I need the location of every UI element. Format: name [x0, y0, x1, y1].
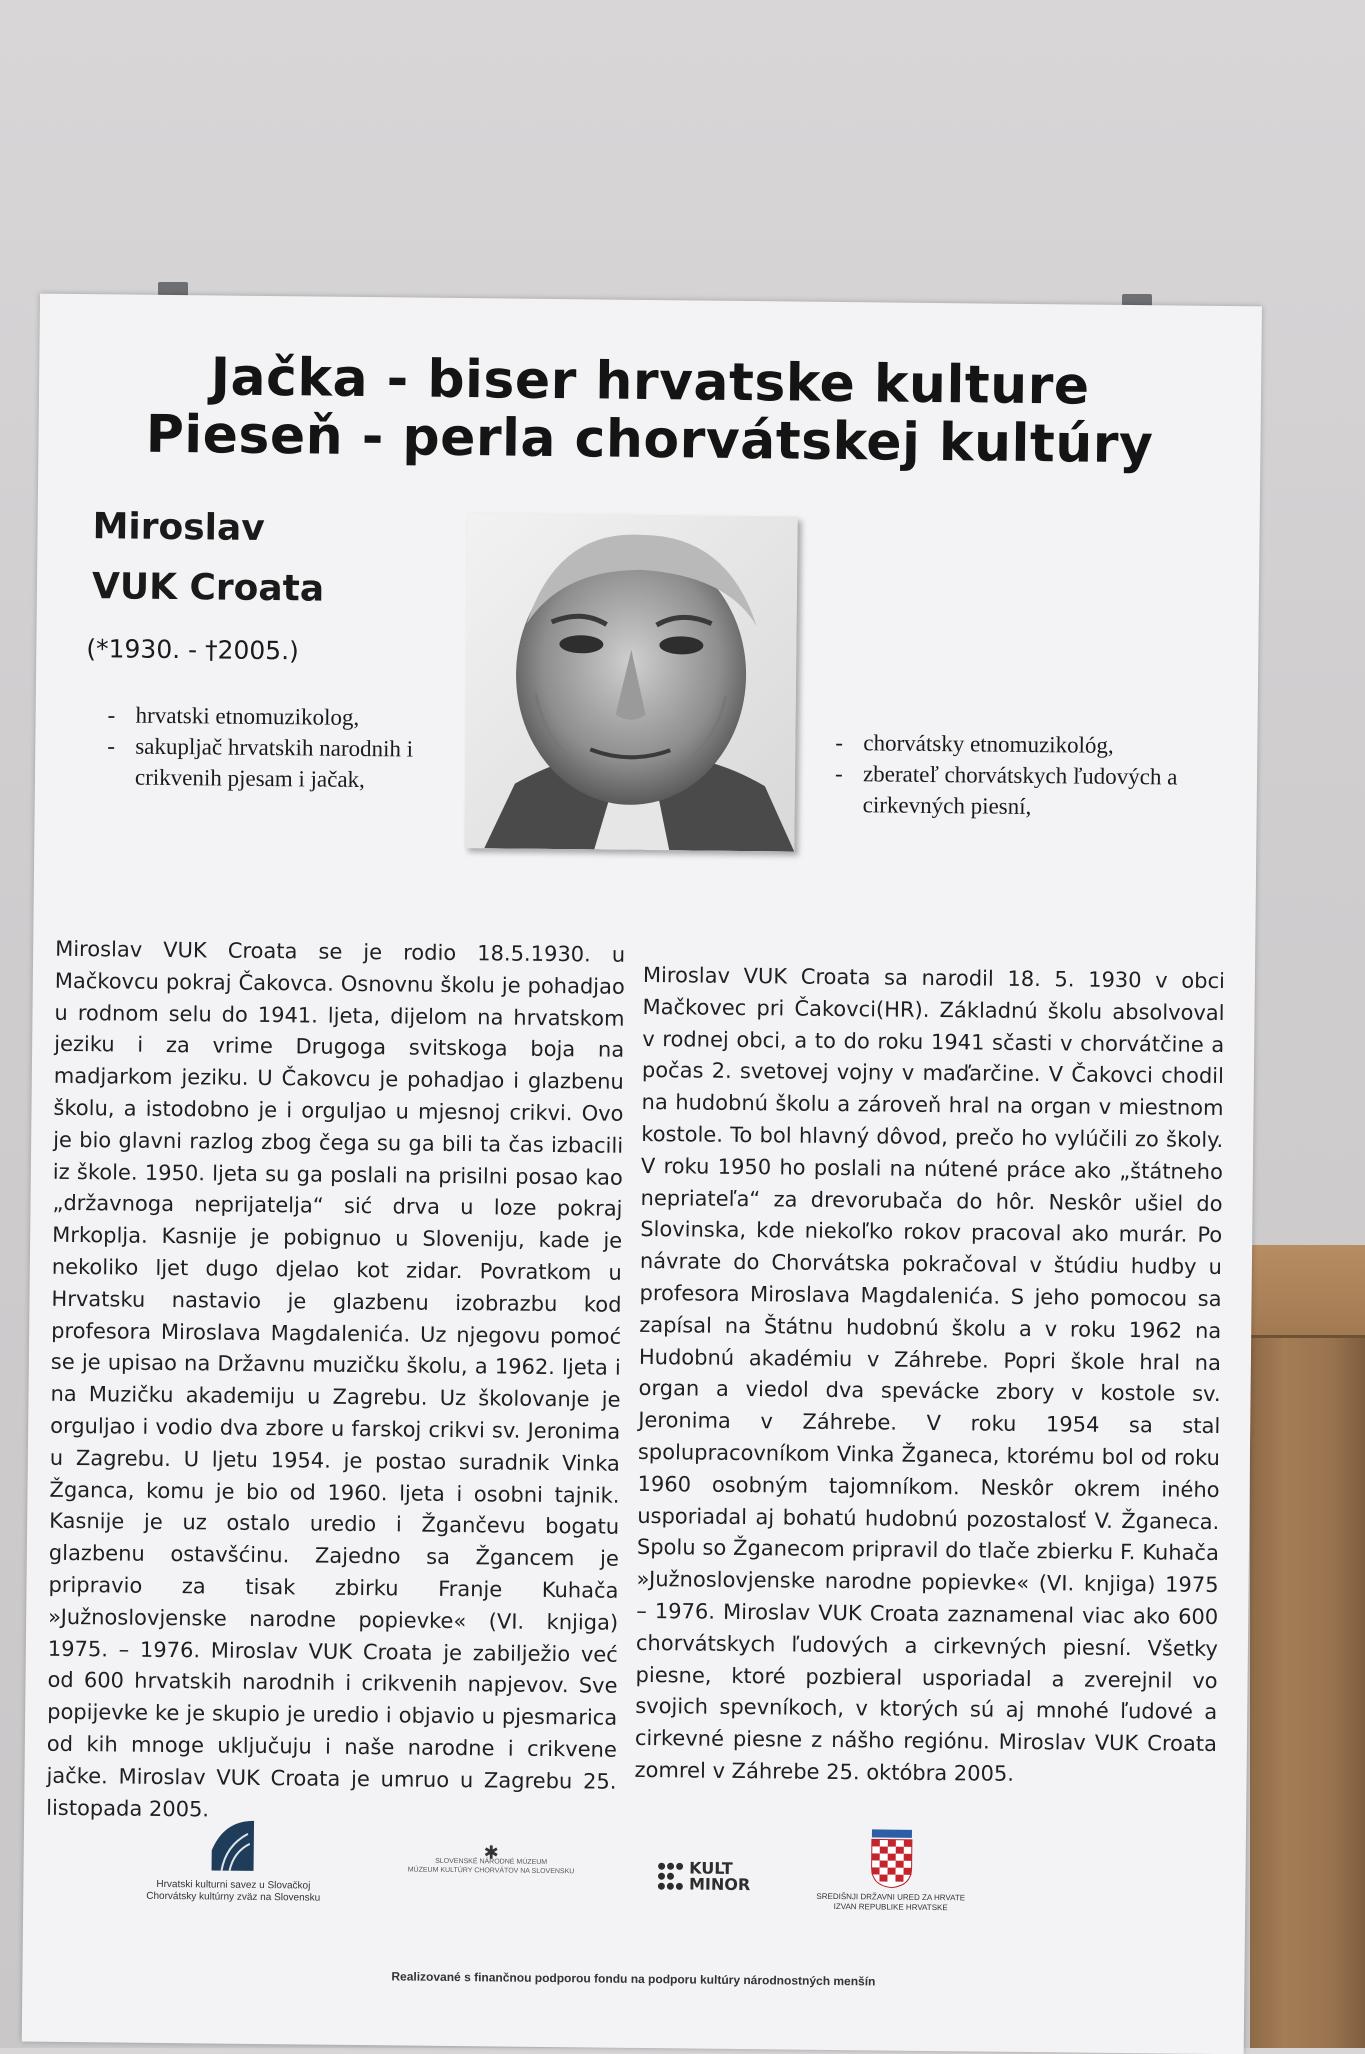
kult-minor-dots-icon [657, 1861, 685, 1891]
poster-title-croatian: Jačka - biser hrvatske kulture [210, 347, 1090, 417]
person-surname: VUK Croata [91, 566, 325, 610]
logo-central-state-office: SREDIŠNJI DRŽAVNI URED ZA HRVATE IZVAN REPUBLIKE HRVATSKE [803, 1827, 979, 1914]
funding-note: Realizované s finančnou podporou fondu na podporu kultúry národnostných menšín [391, 1969, 876, 1989]
person-first-name: Miroslav [92, 506, 265, 549]
logo-croatian-cultural-union: Hrvatski kulturni savez u Slovačkoj Chorvátsky kultúrny zväz na Slovensku [133, 1815, 334, 1905]
biography-croatian: Miroslav VUK Croata se je rodio 18.5.1930. u Mačkovcu pokraj Čakovca. Osnovnu školu je pohadjao u rodnom selu do 1941. ljeta, dijelom na hrvatskom jeziku i za vrime Drugoga svitskoga boja na madjarkom jeziku. U Čakovcu je pohadjao i glazbenu školu, a istodobno je i orguljao u mjesnoj crikvi. Ovo je bio glavni razlog zbog čega su ga bili ta čas izbacili iz škole. 1950. ljeta su ga poslali na prisilni posao kao „državnoga neprijatelja“ sić drva u loze pokraj Mrkoplja. Kasnije je pobignuo u Sloveniju, kade je nekoliko ljet dugo djelao kot zidar. Povratkom u Hrvatsku nastavio je glazbenu izobrazbu kod profesora Miroslava Magdalenića. Uz njegovu pomoć se je upisao na Državnu muzičku školu, a 1962. ljeta i na Muzičku akademiju u Zagrebu. Uz školovanje je orguljao i vodio dva zbore u farskoj crikvi sv. Jeronima u Zagrebu. U ljetu 1954. je postao suradnik Vinka Žganca, komu je bio od 1960. ljeta i osobni tajnik. Kasnije je uz ostalo uredio i Žgančevu bogatu glazbenu ostavšćinu. Zajedno sa Žgancem je pripravio za tisak zbirku Franje Kuhača »Južnoslovjenske narodne popievke« (VI. knjiga) 1975. – 1976. Miroslav VUK Croata je zabilježio već od 600 hrvatskih narodnih i crikvenih napjevov. Sve popijevke ke je skupio je uredio i objavio u pjesmarica od kih mnoge uključuju i naše narodne i crikvene jačke. Miroslav VUK Croata je umruo u Zagrebu 25. listopada 2005. [46, 936, 626, 1821]
bullet-item: - zberateľ chorvátskych ľudových a cirkevných piesní, [834, 760, 1178, 820]
portrait-photo [464, 513, 797, 851]
croatian-coat-of-arms-icon [869, 1827, 914, 1889]
wooden-shelf [1250, 1245, 1365, 1338]
bullet-item: - sakupljač hrvatskih narodnih i crikvenih pjesam i jačak, [107, 733, 414, 793]
wooden-cabinet [1250, 1245, 1365, 2048]
biography-slovak: Miroslav VUK Croata sa narodil 18. 5. 1930 v obci Mačkovec pri Čakovci(HR). Základnú školu absolvoval v rodnej obci, a to do roku 1941 sčasti v chorvátčine a počas 2. svetovej vojny v maďarčine. V Čakovci chodil na hudobnú školu a zároveň hral na organ v miestnom kostole. To bol hlavný dôvod, prečo ho vylúčili zo školy. V roku 1950 ho poslali na nútené práce ako „štátneho nepriateľa“ za drevorubača do hôr. Neskôr ušiel do Slovinska, kde niekoľko rokov pracoval ako murár. Po návrate do Chorvátska pokračoval v štúdiu hudby u profesora Miroslava Magdalenića. S jeho pomocou sa zapísal na Štátnu hudobnú školu a v roku 1962 na Hudobnú akadémiu v Záhrebe. Popri škole hral na organ a viedol dva spevácke zbory v kostole sv. Jeronima v Záhrebe. V roku 1954 sa stal spolupracovníkom Vinka Žganeca, ktorému bol od roku 1960 osobným tajomníkom. Neskôr okrem iného usporiadal aj bohatú hudobnú pozostalosť V. Žganeca. Spolu so Žganecom pripravil do tlače zbierku F. Kuhača »Južnoslovjenske narodne popievke« (VI. knjiga) 1975 – 1976. Miroslav VUK Croata zaznamenal viac ako 600 chorvátskych ľudových a cirkevných piesní. Všetky piesne, ktoré pozbieral usporiadal a zverejnil vo svojich spevníkoch, v ktorých sú aj mnohé ľudové a cirkevné piesne z nášho regiónu. Miroslav VUK Croata zomrel v Záhrebe 25. októbra 2005. [634, 962, 1226, 1786]
logo-slovak-national-museum: ✱ SLOVENSKÉ NÁRODNÉ MÚZEUM MÚZEUM KULTÚRY CHORVÁTOV NA SLOVENSKU [379, 1847, 604, 1876]
life-dates: (*1930. - †2005.) [86, 634, 300, 666]
portrait-image [464, 513, 797, 851]
poster-title-slovak: Pieseň - perla chorvátskej kultúry [145, 404, 1154, 476]
bullet-list-slovak [835, 727, 1216, 824]
museum-star-icon: ✱ [483, 1842, 499, 1863]
bullet-item: - chorvátsky etnomuzikológ, [835, 729, 1114, 758]
bullet-item: - hrvatski etnomuzikolog, [107, 702, 360, 730]
cultural-union-emblem-icon [203, 1815, 264, 1876]
bullet-list-croatian [107, 699, 468, 796]
logo-kult-minor: KULT MINOR [648, 1860, 758, 1893]
sponsor-logos [23, 1814, 1246, 1967]
poster-board [22, 294, 1262, 2054]
